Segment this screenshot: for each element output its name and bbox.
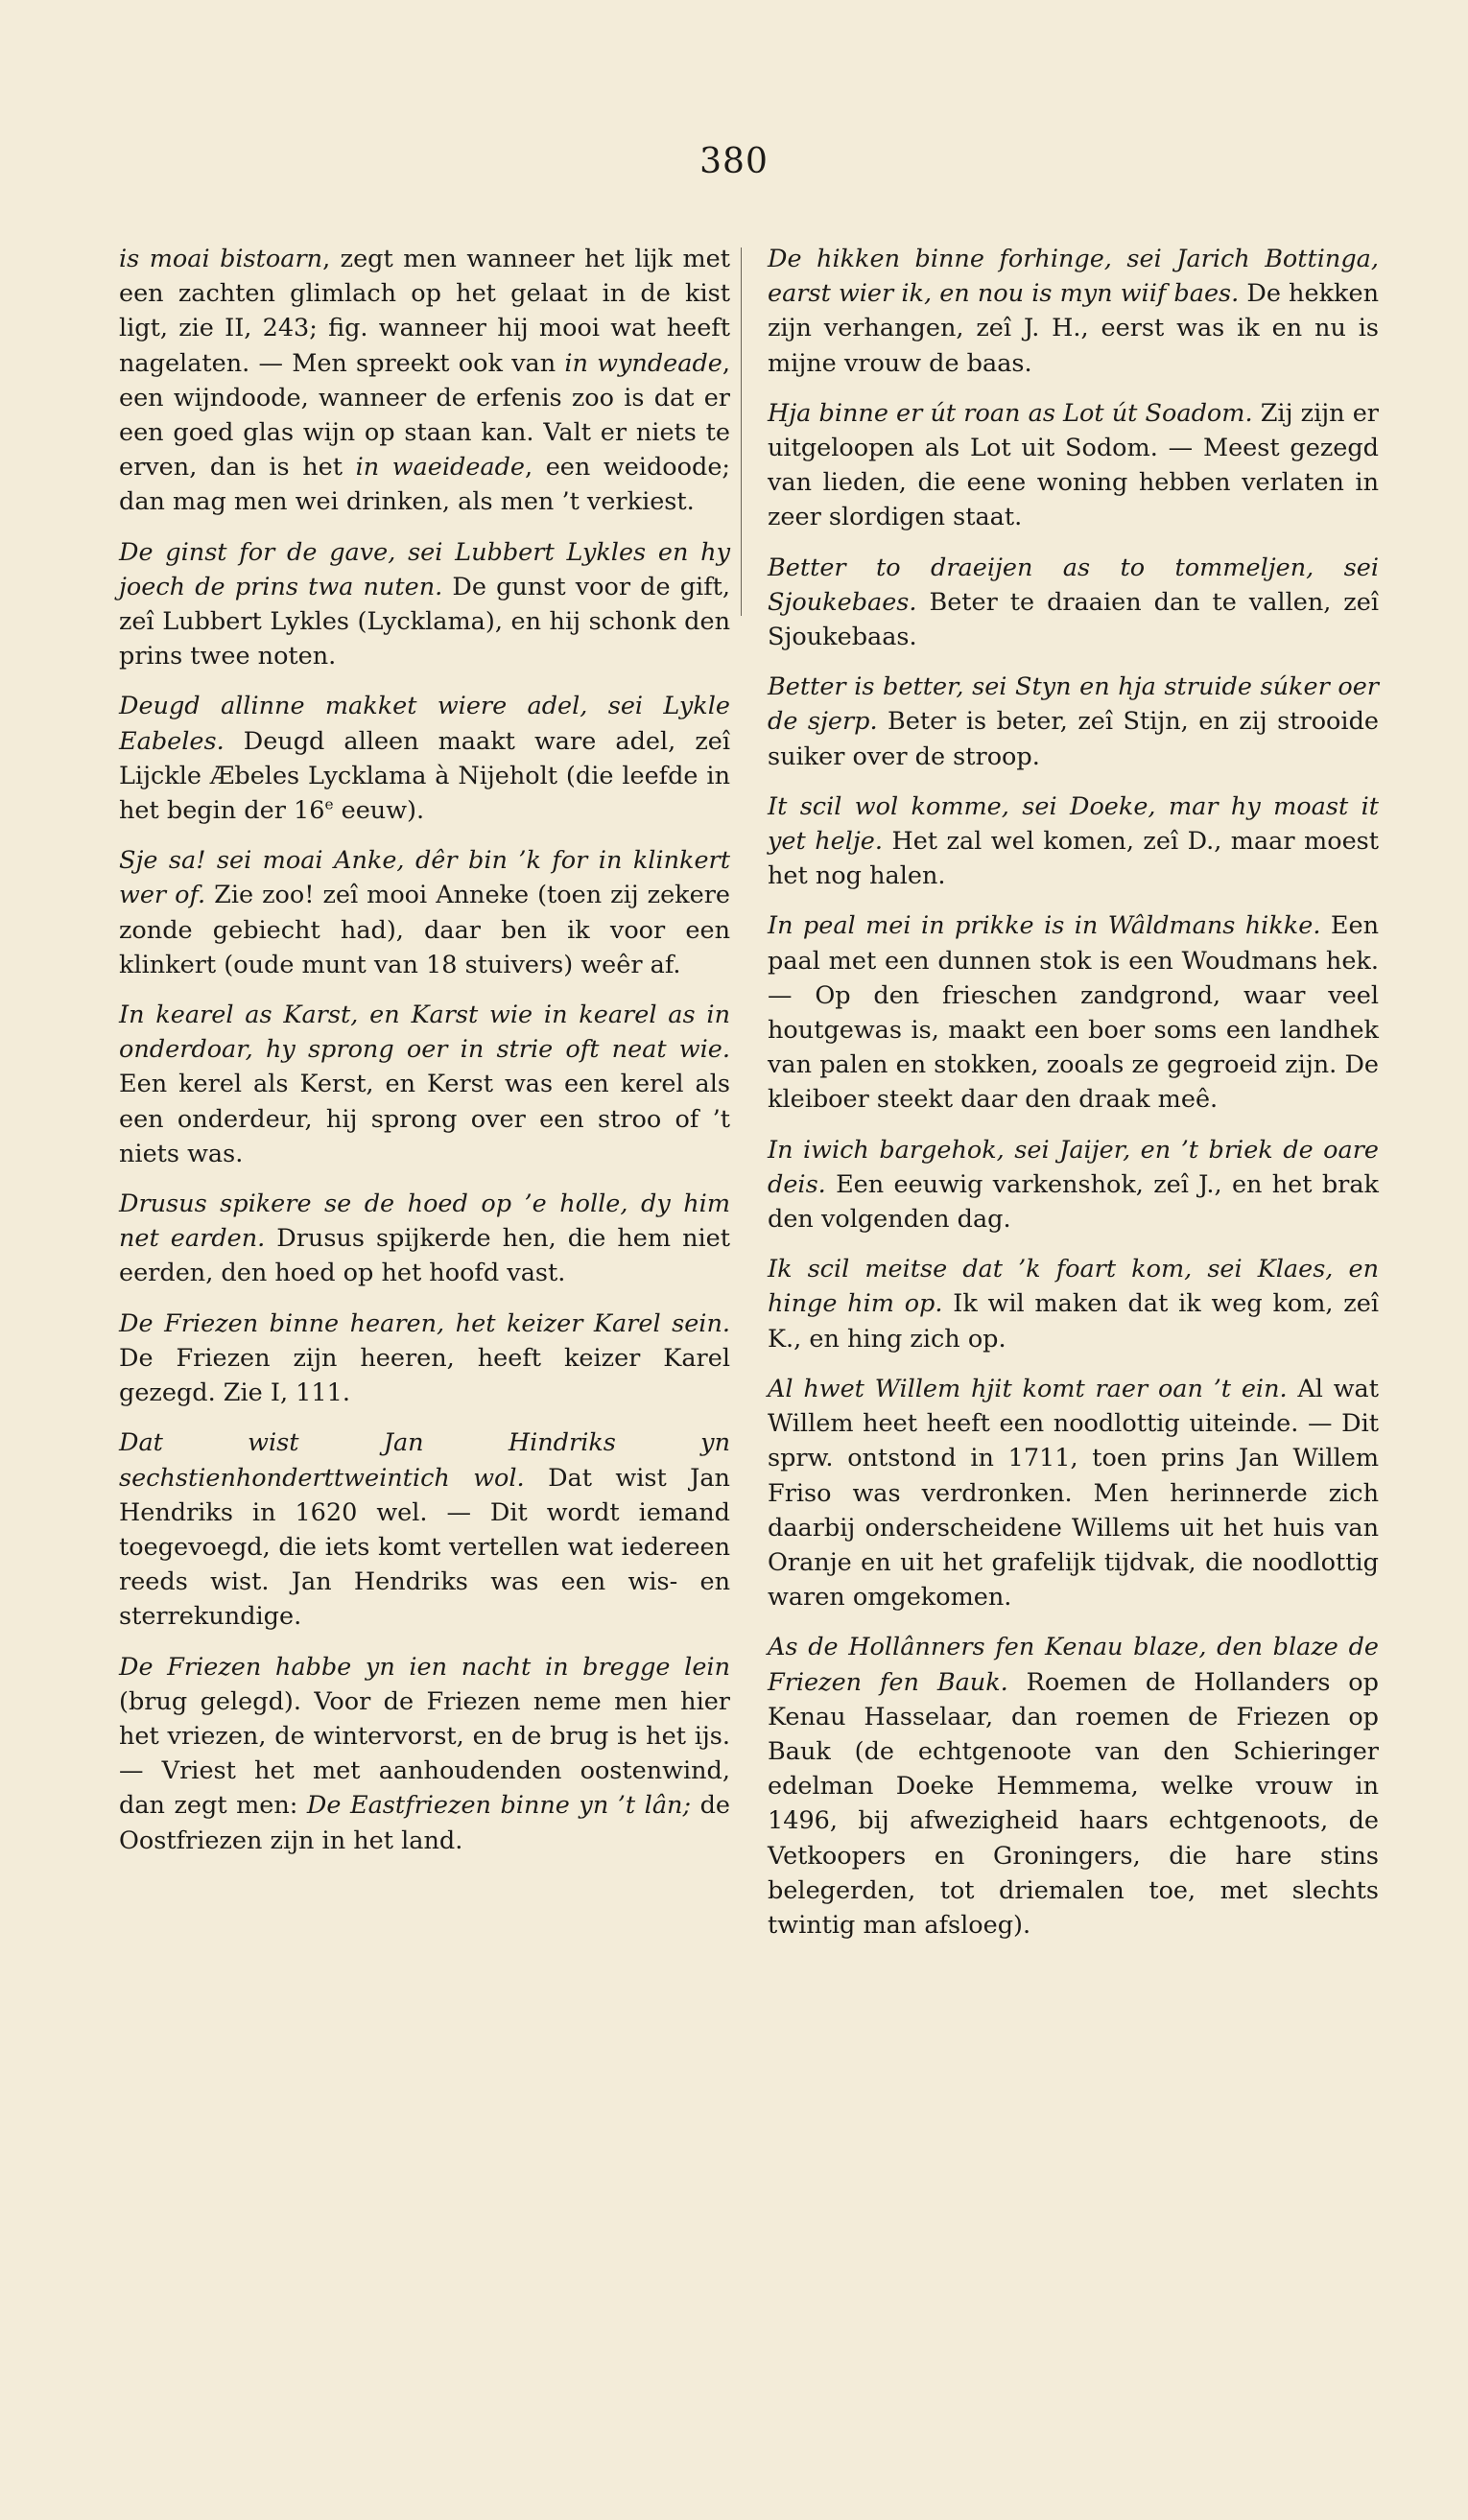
dutch-explanation-text: Zij zijn er uitgeloopen als Lot uit Sodom. — Meest gezegd van lieden, die eene woning hebben verlaten in zeer slordigen staat. xyxy=(768,398,1379,532)
frisian-proverb-text: De hikken binne forhinge, sei Jarich Bottinga, earst wier ik, en nou is myn wiif baes. xyxy=(768,245,1379,309)
dutch-explanation-text: Een paal met een dunnen stok is een Woudmans hek. — Op den frieschen zandgrond, waar veel houtgewas is, maakt een boer soms een landhek van palen en stokken, zooals ze gegroeid zijn. De kleiboer steekt daar den draak meê. xyxy=(768,911,1379,1115)
dutch-explanation-text: Beter is beter, zeî Stijn, en zij strooide suiker over de stroop. xyxy=(768,707,1379,771)
proverb-entry xyxy=(768,396,1379,535)
proverb-entry xyxy=(768,1252,1379,1356)
frisian-proverb-text: in waeideade xyxy=(355,453,526,483)
frisian-proverb-text: Sje sa! sei moai Anke, dêr bin ’k for in klinkert wer of. xyxy=(119,846,730,910)
dutch-explanation-text: De gunst voor de gift, zeî Lubbert Lykles (Lycklama), en hij schonk den prins twee noten. xyxy=(119,572,730,671)
right-column xyxy=(768,242,1379,1958)
proverb-entry xyxy=(768,551,1379,655)
left-column xyxy=(119,242,730,1873)
proverb-entry xyxy=(119,998,730,1171)
frisian-proverb-text: Deugd allinne makket wiere adel, sei Lykle Eabeles. xyxy=(119,692,730,756)
frisian-proverb-text: It scil wol komme, sei Doeke, mar hy moast it yet helje. xyxy=(768,791,1379,857)
dutch-explanation-text: Een kerel als Kerst, en Kerst was een kerel als een onderdeur, hij sprong over een stroo of ’t niets was. xyxy=(119,1070,730,1168)
dutch-explanation-text: Een eeuwig varkenshok, zeî J., en het brak den volgenden dag. xyxy=(768,1169,1379,1235)
dutch-explanation-text: Deugd alleen maakt ware adel, zeî Lijckle Æbeles Lycklama à Nijeholt (die leefde in het begin der 16 xyxy=(119,726,730,826)
frisian-proverb-text: Drusus spikere se de hoed op ’e holle, dy him net earden. xyxy=(119,1189,730,1254)
proverb-entry xyxy=(119,689,730,828)
dutch-explanation-text: Roemen de Hollanders op Kenau Hasselaar, dan roemen de Friezen op Bauk (de echtgenoote van den Schieringer edelman Doeke Hemmema, welke vrouw in 1496, bij afwezigheid haars echtgenoots, de Vetkoopers en Groningers, die hare stins belegerden, tot driemalen toe, met slechts twintig man afsloeg). xyxy=(768,1667,1379,1940)
proverb-entry xyxy=(119,1650,730,1858)
dutch-explanation-text: eeuw). xyxy=(333,796,425,826)
dutch-explanation-text: Dat wist Jan Hendriks in 1620 wel. — Dit wordt iemand toegevoegd, die iets komt vertellen wat iedereen reeds wist. Jan Hendriks was een wis- en sterrekundige. xyxy=(119,1463,730,1632)
proverb-entry xyxy=(768,242,1379,381)
dutch-explanation-text: , een weidoode; dan mag men wei drinken, als men ’t verkiest. xyxy=(119,453,730,517)
proverb-entry xyxy=(119,1425,730,1634)
proverb-entry xyxy=(768,1630,1379,1943)
frisian-proverb-text: De ginst for de gave, sei Lubbert Lykles en hy joech de prins twa nuten. xyxy=(119,537,730,601)
dutch-explanation-text: e xyxy=(324,795,334,813)
frisian-proverb-text: In iwich bargehok, sei Jaijer, en ’t briek de oare deis. xyxy=(768,1135,1379,1199)
proverb-entry xyxy=(768,908,1379,1117)
frisian-proverb-text: Hja binne er út roan as Lot út Soadom. xyxy=(768,398,1253,428)
proverb-entry xyxy=(768,670,1379,774)
dutch-explanation-text: De hekken zijn verhangen, zeî J. H., eerst was ik en nu is mijne vrouw de baas. xyxy=(768,279,1379,378)
frisian-proverb-text: In kearel as Karst, en Karst wie in kearel as in onderdoar, hy sprong oer in strie oft neat wie. xyxy=(119,1001,730,1065)
proverb-entry xyxy=(768,1372,1379,1614)
dutch-explanation-text: de Oostfriezen zijn in het land. xyxy=(119,1791,730,1855)
dutch-explanation-text: Drusus spijkerde hen, die hem niet eerden, den hoed op het hoofd vast. xyxy=(119,1224,730,1288)
frisian-proverb-text: As de Hollânners fen Kenau blaze, den blaze de Friezen fen Bauk. xyxy=(768,1633,1379,1697)
frisian-proverb-text: Ik scil meitse dat ’k foart kom, sei Klaes, en hinge him op. xyxy=(768,1255,1379,1319)
column-divider xyxy=(741,247,742,616)
dutch-explanation-text: Al wat Willem heet heeft een noodlottig uiteinde. — Dit sprw. ontstond in 1711, toen prins Jan Willem Friso was verdronken. Men herinnerde zich daarbij onderscheidene Willems uit het huis van Oranje en uit het grafelijk tijdvak, die noodlottig waren omgekomen. xyxy=(768,1374,1380,1613)
proverb-entry xyxy=(119,1307,730,1411)
dutch-explanation-text: Zie zoo! zeî mooi Anneke (toen zij zekere zonde gebiecht had), daar ben ik voor een klinkert (oude munt van 18 stuivers) weêr af. xyxy=(119,881,730,979)
dutch-explanation-text: (brug gelegd). Voor de Friezen neme men hier het vriezen, de wintervorst, en de brug is het ijs. — Vriest het met aanhoudenden oostenwind, dan zegt men: xyxy=(119,1686,730,1821)
proverb-entry xyxy=(768,789,1379,894)
dutch-explanation-text: Beter te draaien dan te vallen, zeî Sjoukebaas. xyxy=(768,587,1379,652)
proverb-entry xyxy=(119,242,730,520)
frisian-proverb-text: Better is better, sei Styn en hja struide súker oer de sjerp. xyxy=(768,672,1379,737)
dutch-explanation-text: Het zal wel komen, zeî D., maar moest het nog halen. xyxy=(768,827,1379,891)
frisian-proverb-text: De Eastfriezen binne yn ’t lân; xyxy=(306,1791,692,1821)
dutch-explanation-text: De Friezen zijn heeren, heeft keizer Karel gezegd. Zie I, 111. xyxy=(119,1343,730,1408)
dutch-explanation-text: Ik wil maken dat ik weg kom, zeî K., en hing zich op. xyxy=(768,1289,1379,1354)
dutch-explanation-text: , zegt men wanneer het lijk met een zachten glimlach op het gelaat in de kist ligt, zie II, 243; fig. wanneer hij mooi wat heeft nagelaten. — Men spreekt ook van xyxy=(119,245,730,378)
proverb-entry xyxy=(119,1187,730,1291)
proverb-entry xyxy=(768,1133,1379,1237)
frisian-proverb-text: in wyndeade xyxy=(564,348,722,378)
frisian-proverb-text: is moai bistoarn xyxy=(119,245,323,273)
proverb-entry xyxy=(119,535,730,674)
frisian-proverb-text: Better to draeijen as to tommeljen, sei Sjoukebaes. xyxy=(768,553,1379,617)
frisian-proverb-text: In peal mei in prikke is in Wâldmans hikke. xyxy=(768,911,1321,941)
frisian-proverb-text: De Friezen binne hearen, het keizer Karel sein. xyxy=(119,1308,730,1338)
dutch-explanation-text: , een wijndoode, wanneer de erfenis zoo is dat er een goed glas wijn op staan kan. Valt er niets te erven, dan is het xyxy=(119,348,730,483)
page-number: 380 xyxy=(699,142,769,181)
frisian-proverb-text: Dat wist Jan Hindriks yn sechstienhonderttweintich wol. xyxy=(119,1428,730,1493)
frisian-proverb-text: Al hwet Willem hjit komt raer oan ’t ein. xyxy=(768,1374,1288,1403)
frisian-proverb-text: De Friezen habbe yn ien nacht in bregge lein xyxy=(119,1652,730,1682)
proverb-entry xyxy=(119,843,730,982)
